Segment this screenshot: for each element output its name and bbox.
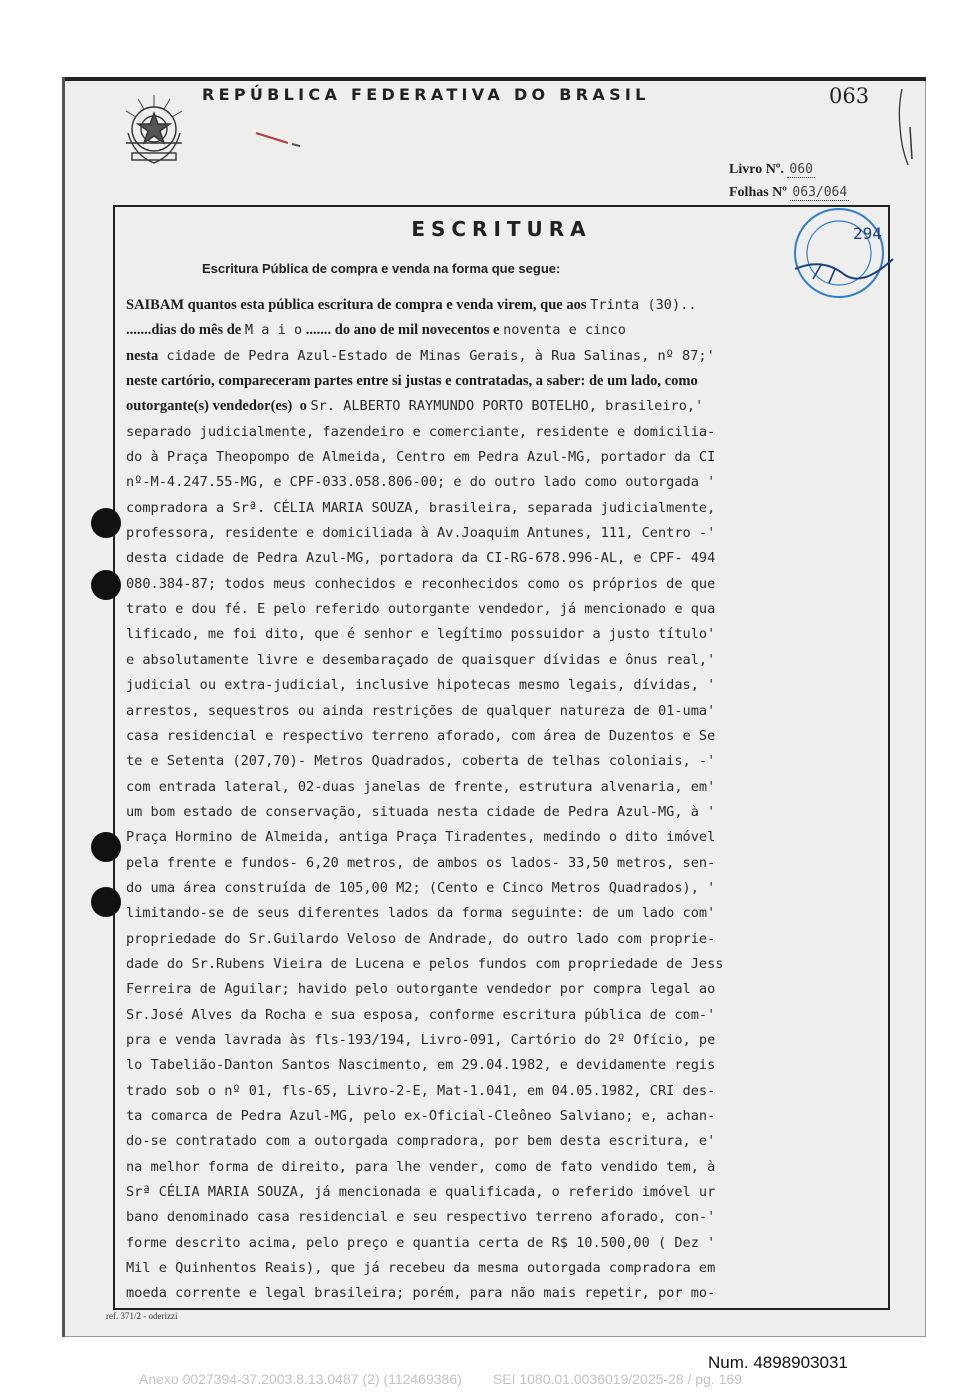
deed-line <box>126 1053 861 1078</box>
typed-text: trado sob o nº 01, fls-65, Livro-2-E, Mat-1.041, em 04.05.1982, CRI des- <box>126 1082 716 1099</box>
margin-bracket-icon <box>886 87 916 167</box>
typed-text: Mil e Quinhentos Reais), que já recebeu da mesma outorgada compradora em <box>126 1260 716 1277</box>
printed-form-text: nesta <box>126 347 159 364</box>
typed-text: limitando-se de seus diferentes lados da forma seguinte: de um lado com' <box>126 905 716 922</box>
typed-text: Sr. ALBERTO RAYMUNDO PORTO BOTELHO, brasileiro,' <box>310 398 704 415</box>
document-subtitle: Escritura Pública de compra e venda na forma que segue: <box>202 261 561 276</box>
deed-line <box>126 1281 861 1306</box>
deed-frame <box>113 205 890 1310</box>
typed-text: Praça Hormino de Almeida, antiga Praça Tiradentes, medindo o dito imóvel <box>126 829 716 846</box>
typed-text: M a i o <box>244 322 303 339</box>
deed-line <box>126 597 861 622</box>
printed-form-text: .......dias do mês de <box>126 322 245 339</box>
deed-line <box>126 293 861 318</box>
page-number: 063 <box>829 84 870 108</box>
deed-line <box>126 572 861 597</box>
deed-line <box>126 724 861 749</box>
deed-line <box>126 749 861 774</box>
deed-line <box>126 977 861 1002</box>
deed-line <box>126 800 861 825</box>
deed-line <box>126 648 861 673</box>
document-title: ESCRITURA <box>411 217 592 241</box>
deed-line <box>126 318 861 343</box>
deed-body <box>126 293 861 1307</box>
typed-text: ta comarca de Pedra Azul-MG, pelo ex-Oficial-Cleôneo Salviano; e, achan- <box>126 1108 716 1124</box>
deed-line <box>126 1129 861 1154</box>
typed-text: do uma área construída de 105,00 M2; (Cento e Cinco Metros Quadrados), ' <box>126 879 716 896</box>
footer-annex-line <box>139 1371 742 1387</box>
punch-hole <box>91 570 121 600</box>
typed-text: moeda corrente e legal brasileira; porém, para não mais repetir, por mo- <box>126 1285 716 1302</box>
printed-form-text: SAIBAM quantos esta pública escritura de compra e venda virem, que aos <box>126 297 591 313</box>
deed-line <box>126 901 861 926</box>
deed-line <box>126 369 861 394</box>
typed-text: cidade de Pedra Azul-Estado de Minas Gerais, à Rua Salinas, nº 87;' <box>158 347 715 364</box>
document-number: Num. 4898903031 <box>708 1353 848 1372</box>
typed-text: um bom estado de conservação, situada nesta cidade de Pedra Azul-MG, à ' <box>126 803 716 820</box>
header-title: REPÚBLICA FEDERATIVA DO BRASIL <box>202 85 650 104</box>
typed-text: bano denominado casa residencial e seu respectivo terreno aforado, con-' <box>126 1209 716 1226</box>
typed-text: pela frente e fundos- 6,20 metros, de ambos os lados- 33,50 metros, sen- <box>126 854 716 871</box>
deed-line <box>126 1155 861 1180</box>
typed-text: Ferreira de Aguilar; havido pelo outorgante vendedor por compra legal ao <box>126 981 716 998</box>
deed-line <box>126 394 861 419</box>
typed-text: lificado, me foi dito, que é senhor e legítimo possuidor a justo título' <box>126 626 716 643</box>
typed-text: Trinta (30).. <box>590 297 697 313</box>
typed-text: do à Praça Theopompo de Almeida, Centro em Pedra Azul-MG, portador da CI <box>126 449 716 466</box>
deed-line <box>126 470 861 495</box>
printed-form-text: ....... do ano de mil novecentos e <box>302 322 504 339</box>
deed-line <box>126 1205 861 1230</box>
coat-of-arms-icon <box>118 93 190 171</box>
typed-text: forme descrito acima, pelo preço e quantia certa de R$ 10.500,00 ( Dez ' <box>126 1234 716 1251</box>
typed-text: dade do Sr.Rubens Vieira de Lucena e pelos fundos com propriedade de Jess <box>126 955 724 972</box>
deed-line <box>126 673 861 698</box>
printed-form-text: outorgante(s) vendedor(es) o <box>126 398 311 415</box>
livro-value: 060 <box>789 162 813 177</box>
deed-line <box>126 1003 861 1028</box>
typed-text: trato e dou fé. E pelo referido outorgante vendedor, já mencionado e qua <box>126 601 716 618</box>
typed-text: compradora a Srª. CÉLIA MARIA SOUZA, brasileira, separada judicialmente, <box>126 499 716 516</box>
deed-line <box>126 445 861 470</box>
folhas-label: Folhas Nº <box>729 185 787 200</box>
typed-text: pra e venda lavrada às fls-193/194, Livro-091, Cartório do 2º Ofício, pe <box>126 1031 716 1048</box>
deed-line <box>126 496 861 521</box>
typed-text: na melhor forma de direito, para lhe vender, como de fato vendido tem, à <box>126 1158 716 1175</box>
typed-text: lo Tabelião-Danton Santos Nascimento, em 29.04.1982, e devidamente regis <box>126 1057 716 1074</box>
deed-line <box>126 1079 861 1104</box>
deed-line <box>126 1028 861 1053</box>
punch-hole <box>91 887 121 917</box>
scan-edge-top <box>62 77 926 81</box>
printed-form-text: neste cartório, compareceram partes entre si justas e contratadas, a saber: de um lado, como <box>126 373 698 390</box>
typed-text: com entrada lateral, 02-duas janelas de frente, estrutura alvenaria, em' <box>126 778 716 795</box>
typed-text: nº-M-4.247.55-MG, e CPF-033.058.806-00; e do outro lado como outorgada ' <box>126 474 716 491</box>
typed-text: 080.384-87; todos meus conhecidos e reconhecidos como os próprios de que <box>126 575 716 592</box>
typed-text: te e Setenta (207,70)- Metros Quadrados, coberta de telhas coloniais, -' <box>126 753 716 770</box>
deed-line <box>126 825 861 850</box>
typed-text: noventa e cinco <box>503 322 626 339</box>
deed-line <box>126 1256 861 1281</box>
deed-line <box>126 699 861 724</box>
deed-line <box>126 876 861 901</box>
deed-line <box>126 1180 861 1205</box>
typed-text: professora, residente e domiciliada à Av.Joaquim Antunes, 111, Centro -' <box>126 525 716 542</box>
deed-line <box>126 952 861 977</box>
stamp-number: 294 <box>853 224 882 243</box>
pen-mark-icon <box>254 129 304 149</box>
scan-edge-left <box>62 77 65 1337</box>
deed-line <box>126 420 861 445</box>
deed-line <box>126 1104 861 1129</box>
typed-text: desta cidade de Pedra Azul-MG, portadora da CI-RG-678.996-AL, e CPF- 494 <box>126 550 716 567</box>
folhas-value: 063/064 <box>792 185 848 200</box>
form-reference: ref. 371/2 - oderizzi <box>106 1311 178 1321</box>
deed-line <box>126 344 861 369</box>
deed-line <box>126 851 861 876</box>
typed-text: do-se contratado com a outorgada compradora, por bem desta escritura, e' <box>126 1133 716 1150</box>
typed-text: Sr.José Alves da Rocha e sua esposa, conforme escritura pública de com-' <box>126 1006 716 1023</box>
punch-hole <box>91 508 121 538</box>
deed-line <box>126 622 861 647</box>
typed-text: separado judicialmente, fazendeiro e comerciante, residente e domicilia- <box>126 423 716 440</box>
deed-line <box>126 927 861 952</box>
scanned-page <box>62 77 926 1337</box>
punch-hole <box>91 832 121 862</box>
sei-reference: SEI 1080.01.0036019/2025-28 / pg. 169 <box>492 1371 743 1387</box>
deed-line <box>126 1231 861 1256</box>
livro-field <box>729 162 815 178</box>
typed-text: propriedade do Sr.Guilardo Veloso de Andrade, do outro lado com proprie- <box>126 930 716 947</box>
typed-text: judicial ou extra-judicial, inclusive hipotecas mesmo legais, dívidas, ' <box>126 677 716 694</box>
registry-stamp-icon <box>783 199 905 307</box>
annex-reference: Anexo 0027394-37.2003.8.13.0487 (2) (112469386) <box>139 1371 462 1387</box>
typed-text: e absolutamente livre e desembaraçado de quaisquer dívidas e ônus real,' <box>126 651 716 668</box>
typed-text: Srª CÉLIA MARIA SOUZA, já mencionada e qualificada, o referido imóvel ur <box>126 1184 716 1201</box>
deed-line <box>126 546 861 571</box>
typed-text: arrestos, sequestros ou ainda restrições de qualquer natureza de 01-uma' <box>126 702 716 719</box>
typed-text: casa residencial e respectivo terreno aforado, com área de Duzentos e Se <box>126 727 716 744</box>
deed-line <box>126 775 861 800</box>
deed-line <box>126 521 861 546</box>
livro-label: Livro Nº. <box>729 162 784 177</box>
